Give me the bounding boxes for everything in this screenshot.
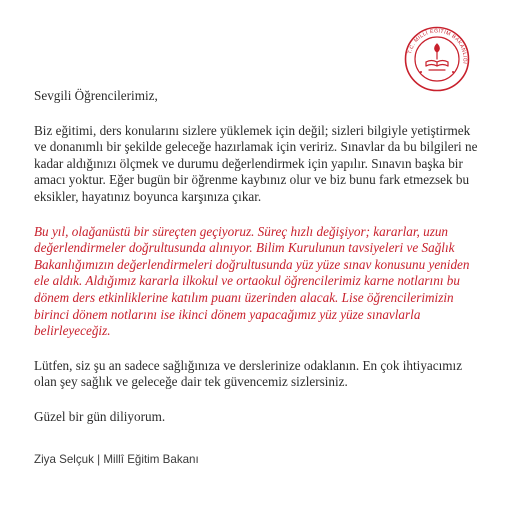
greeting: Sevgili Öğrencilerimiz, bbox=[34, 88, 158, 103]
closing-line: Güzel bir gün diliyorum. bbox=[34, 408, 166, 424]
signature: Ziya Selçuk | Millî Eğitim Bakanı bbox=[34, 452, 199, 466]
paragraph-decision: Bu yıl, olağanüstü bir süreçten geçiyoruz. Süreç hızlı değişiyor; kararlar, uzun değerlendirmeler doğrultusunda alınıyor. Bilim Kurulunun tavsiyeleri ve Sağlık Bakanlığımızın değerlendirmeleri doğrultusunda yüz yüze sınav konusunu yeniden ele aldık. Aldığımız kararla ilkokul ve ortaokul öğrencilerimiz karne notlarını bu dönem ders etkinliklerine katılım puanı üzerinden alacak. Lise öğrencilerimizin birinci dönem notlarını ise ikinci dönem yapacağımız yüz yüze sınavlarla belirleyeceğiz. bbox=[34, 223, 470, 339]
ministry-seal bbox=[404, 26, 470, 92]
ministry-seal-icon bbox=[404, 26, 470, 92]
paragraph-health: Lütfen, siz şu an sadece sağlığınıza ve derslerinize odaklanın. En çok ihtiyacımız olan şey sağlık ve geleceğe dair tek güvencemiz sizlersiniz. bbox=[34, 357, 463, 390]
letter-body bbox=[34, 88, 480, 468]
paragraph-exams: Biz eğitimi, ders konularını sizlere yüklemek için değil; sizleri bilgiyle yetiştirmek ve donanımlı bir şekilde geleceğe hazırlamak için veririz. Sınavlar da bu bilgileri ne kadar aldığınızı ölçmek ve durumu değerlendirmek için yapılır. Sınavın başka bir amacı yoktur. Eğer bugün bir öğrenme kaybınız olur ve biz bunu fark etmezsek bu eksikler, hayatınız boyunca karşınıza çıkar. bbox=[34, 122, 478, 204]
seal-ring-text: T.C. MİLLÎ EĞİTİM BAKANLIĞI bbox=[407, 28, 468, 65]
